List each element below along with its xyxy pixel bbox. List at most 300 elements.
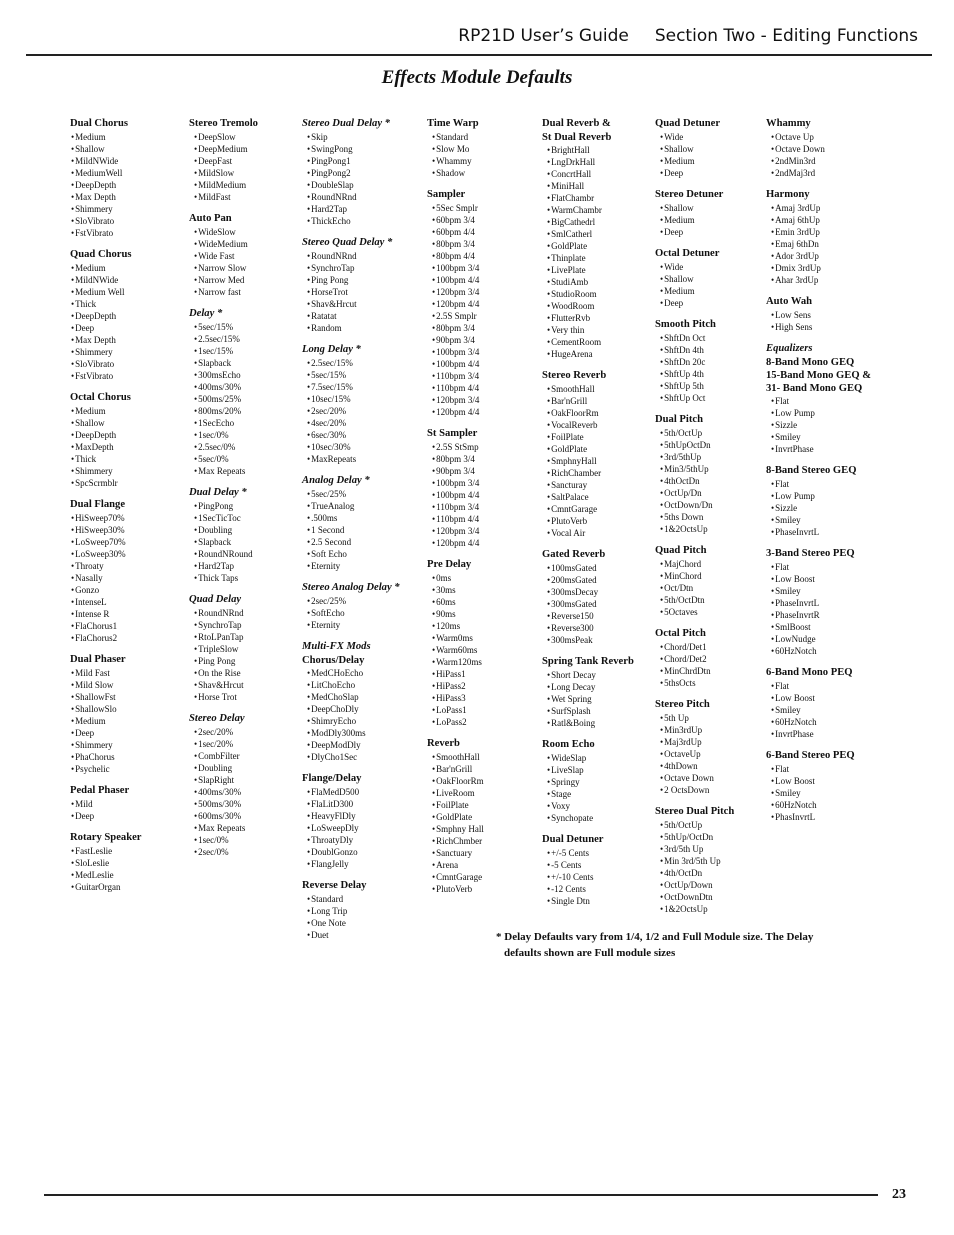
preset-item: • 120bpm 4/4 [427, 537, 545, 549]
preset-item: • Low Boost [766, 692, 884, 704]
preset-item: • 110bpm 4/4 [427, 382, 545, 394]
effect-group-title: Harmony [766, 189, 810, 200]
preset-item: • Ahar 3rdUp [766, 274, 884, 286]
effect-group [302, 581, 420, 631]
section-title: Section Two - Editing Functions [654, 26, 918, 46]
preset-item: • Ratatat [302, 310, 420, 322]
effect-group [302, 236, 420, 334]
preset-item: • LiveSlap [542, 764, 660, 776]
effect-group-title: Time Warp [427, 118, 479, 129]
preset-item: • 30ms [427, 584, 545, 596]
effect-group-title: Quad Delay [189, 594, 242, 605]
preset-item: • Emaj 6thDn [766, 238, 884, 250]
preset-item: • FlaChorus1 [70, 620, 188, 632]
preset-item: • 3rd/5th Up [655, 843, 773, 855]
preset-item: • 2.5sec/15% [302, 357, 420, 369]
preset-item: • CmntGarage [542, 503, 660, 515]
preset-item: • 600ms/30% [189, 810, 307, 822]
preset-item: • 200msGated [542, 574, 660, 586]
preset-item: • Sizzle [766, 419, 884, 431]
effect-group [655, 188, 773, 238]
preset-item: • HorseTrot [302, 286, 420, 298]
preset-item: • ConcrtHall [542, 168, 660, 180]
effect-group-title: 8-Band Stereo GEQ [766, 465, 857, 476]
preset-item: • Bar'nGrill [427, 763, 545, 775]
effect-group-title: Pre Delay [427, 559, 472, 570]
preset-item: • Mild Fast [70, 667, 188, 679]
preset-item: • Wet Spring [542, 693, 660, 705]
preset-item: • Narrow Slow [189, 262, 307, 274]
preset-item: • 5thsOcts [655, 677, 773, 689]
preset-item: • 5sec/25% [302, 488, 420, 500]
preset-item: • Gonzo [70, 584, 188, 596]
preset-item: • SmoothHall [542, 383, 660, 395]
preset-item: • Max Repeats [189, 465, 307, 477]
preset-item: • Shallow [655, 202, 773, 214]
preset-item: • Mild [70, 798, 188, 810]
effect-group-title: Rotary Speaker [70, 832, 142, 843]
preset-item: • Duet [302, 929, 420, 941]
preset-item: • 3rd/5thUp [655, 451, 773, 463]
preset-item: • OctUp/Down [655, 879, 773, 891]
preset-item: • OctDown/Dn [655, 499, 773, 511]
preset-item: • PlutoVerb [427, 883, 545, 895]
preset-item: • PhaseInvrtR [766, 609, 884, 621]
preset-item: • 2sec/25% [302, 595, 420, 607]
preset-item: • SurfSplash [542, 705, 660, 717]
effect-group [302, 474, 420, 572]
preset-item: • Thinplate [542, 252, 660, 264]
effect-group-title: Room Echo [542, 739, 595, 750]
preset-item: • 4thOctDn [655, 475, 773, 487]
preset-item: • RichChamber [542, 467, 660, 479]
preset-item: • Deep [655, 226, 773, 238]
preset-item: • RoundNRnd [189, 607, 307, 619]
preset-item: • SmlCatherl [542, 228, 660, 240]
preset-item: • Springy [542, 776, 660, 788]
effect-group-subtitle: 31- Band Mono GEQ [766, 383, 863, 394]
preset-item: • GoldPlate [427, 811, 545, 823]
preset-item: • Ador 3rdUp [766, 250, 884, 262]
effect-group-title: Spring Tank Reverb [542, 656, 634, 667]
preset-item: • PhaseInvrtL [766, 526, 884, 538]
preset-item: • HugeArena [542, 348, 660, 360]
preset-item: • 1&2OctsUp [655, 903, 773, 915]
preset-item: • MildNWide [70, 155, 188, 167]
effect-group [427, 188, 545, 418]
effect-group-title: Quad Chorus [70, 249, 132, 260]
preset-item: • Wide [655, 131, 773, 143]
preset-item: • LngDrkHall [542, 156, 660, 168]
footer-rule [44, 1194, 878, 1196]
preset-item: • 10sec/15% [302, 393, 420, 405]
preset-item: • FlangJelly [302, 858, 420, 870]
preset-item: • FlaLitD300 [302, 798, 420, 810]
preset-item: • Deep [70, 810, 188, 822]
effect-group-title: Quad Pitch [655, 545, 707, 556]
effect-group-title: Delay * [189, 308, 223, 319]
preset-item: • DoublGonzo [302, 846, 420, 858]
effect-group [302, 879, 420, 941]
preset-item: • 1sec/0% [189, 834, 307, 846]
effect-group-subtitle: 15-Band Mono GEQ & [766, 370, 872, 381]
preset-item: • Medium [655, 155, 773, 167]
preset-item: • 2.5sec/15% [189, 333, 307, 345]
preset-item: • 2 OctsDown [655, 784, 773, 796]
effect-group [655, 544, 773, 618]
preset-item: • GoldPlate [542, 443, 660, 455]
preset-item: • High Sens [766, 321, 884, 333]
preset-item: • Nasally [70, 572, 188, 584]
effect-group-title: Dual Chorus [70, 118, 128, 129]
preset-item: • 5th/OctUp [655, 819, 773, 831]
effect-group [766, 188, 884, 286]
effect-group-title: 6-Band Mono PEQ [766, 667, 853, 678]
preset-item: • MedLeslie [70, 869, 188, 881]
effect-group-title: Octal Detuner [655, 248, 720, 259]
effect-group-title: Stereo Analog Delay * [302, 582, 400, 593]
preset-item: • 120bpm 3/4 [427, 286, 545, 298]
preset-item: • 2sec/20% [189, 726, 307, 738]
preset-item: • Medium [655, 214, 773, 226]
preset-item: • .500ms [302, 512, 420, 524]
preset-item: • InvrtPhase [766, 728, 884, 740]
preset-item: • DlyCho1Sec [302, 751, 420, 763]
preset-item: • 2sec/20% [302, 405, 420, 417]
preset-item: • WoodRoom [542, 300, 660, 312]
preset-item: • DeepFast [189, 155, 307, 167]
effect-group-title: 3-Band Stereo PEQ [766, 548, 855, 559]
effect-group [766, 342, 884, 455]
preset-item: • 300msDecay [542, 586, 660, 598]
footnote [496, 929, 896, 961]
preset-item: • MinChrdDtn [655, 665, 773, 677]
preset-item: • 5ths Down [655, 511, 773, 523]
preset-item: • SmlBoost [766, 621, 884, 633]
preset-item: • ShallowFst [70, 691, 188, 703]
preset-item: • 100bpm 4/4 [427, 358, 545, 370]
preset-item: • 60ms [427, 596, 545, 608]
effect-group-title: Gated Reverb [542, 549, 606, 560]
preset-item: • Deep [655, 167, 773, 179]
preset-item: • Warm0ms [427, 632, 545, 644]
preset-item: • LoSweep30% [70, 548, 188, 560]
preset-item: • Octave Down [655, 772, 773, 784]
preset-item: • On the Rise [189, 667, 307, 679]
effect-group [427, 737, 545, 895]
preset-item: • 0ms [427, 572, 545, 584]
preset-item: • 90ms [427, 608, 545, 620]
preset-item: • 1 Second [302, 524, 420, 536]
preset-item: • ShftDn 4th [655, 344, 773, 356]
effect-group [542, 369, 660, 539]
preset-item: • 300msPeak [542, 634, 660, 646]
preset-item: • ShftUp Oct [655, 392, 773, 404]
preset-item: • Single Dtn [542, 895, 660, 907]
preset-item: • Shallow [655, 143, 773, 155]
preset-item: • 60HzNotch [766, 799, 884, 811]
effect-group-title: Stereo Delay [189, 713, 245, 724]
preset-item: • Reverse150 [542, 610, 660, 622]
preset-item: • FastLeslie [70, 845, 188, 857]
preset-item: • Doubling [189, 524, 307, 536]
preset-item: • FlutterRvb [542, 312, 660, 324]
preset-item: • BigCathedrl [542, 216, 660, 228]
effect-group [655, 318, 773, 404]
effect-group [302, 117, 420, 227]
preset-item: • 5th/OctDtn [655, 594, 773, 606]
preset-item: • Shallow [655, 273, 773, 285]
preset-item: • DeepDepth [70, 310, 188, 322]
preset-item: • Medium [655, 285, 773, 297]
preset-item: • StudioRoom [542, 288, 660, 300]
preset-item: • CombFilter [189, 750, 307, 762]
preset-item: • 1sec/20% [189, 738, 307, 750]
preset-item: • Narrow Med [189, 274, 307, 286]
page-header [0, 26, 918, 46]
preset-item: • 60HzNotch [766, 716, 884, 728]
preset-item: • Maj3rdUp [655, 736, 773, 748]
preset-item: • 4th/OctDn [655, 867, 773, 879]
preset-item: • Shav&Hrcut [302, 298, 420, 310]
effect-group-title: Sampler [427, 189, 466, 200]
preset-item: • FlatChambr [542, 192, 660, 204]
preset-item: • Sancturay [542, 479, 660, 491]
preset-item: • Narrow fast [189, 286, 307, 298]
effect-group [189, 712, 307, 858]
preset-item: • 1SecEcho [189, 417, 307, 429]
preset-item: • ShimryEcho [302, 715, 420, 727]
preset-item: • 2ndMin3rd [766, 155, 884, 167]
preset-item: • Smiley [766, 704, 884, 716]
preset-item: • RoundNRnd [302, 191, 420, 203]
preset-item: • 2ndMaj3rd [766, 167, 884, 179]
preset-item: • Soft Echo [302, 548, 420, 560]
preset-item: • Max Repeats [189, 822, 307, 834]
preset-item: • 5th/OctUp [655, 427, 773, 439]
effect-group [189, 307, 307, 477]
preset-item: • PhaseInvrtL [766, 597, 884, 609]
preset-item: • DeepChoDly [302, 703, 420, 715]
preset-item: • LoSweepDly [302, 822, 420, 834]
preset-item: • ThroatyDly [302, 834, 420, 846]
column-5 [542, 117, 660, 916]
preset-item: • 90bpm 3/4 [427, 465, 545, 477]
effect-group-title: Analog Delay * [302, 475, 370, 486]
preset-item: • 800ms/20% [189, 405, 307, 417]
preset-item: • Deep [655, 297, 773, 309]
preset-item: • Min 3rd/5th Up [655, 855, 773, 867]
column-4 [427, 117, 545, 904]
preset-item: • RtoLPanTap [189, 631, 307, 643]
preset-item: • SloVibrato [70, 358, 188, 370]
effect-group-title: Stereo Dual Delay * [302, 118, 390, 129]
preset-item: • Max Depth [70, 334, 188, 346]
preset-item: • SmoothHall [427, 751, 545, 763]
preset-item: • Amaj 3rdUp [766, 202, 884, 214]
preset-item: • PingPong1 [302, 155, 420, 167]
preset-item: • Medium [70, 131, 188, 143]
preset-item: • IntenseL [70, 596, 188, 608]
effect-group-title: Flange/Delay [302, 773, 362, 784]
preset-item: • Wide Fast [189, 250, 307, 262]
preset-item: • Smiley [766, 431, 884, 443]
preset-item: • 5thUpOctDn [655, 439, 773, 451]
preset-item: • Shimmery [70, 465, 188, 477]
effect-group [70, 831, 188, 893]
preset-item: • DeepDepth [70, 179, 188, 191]
preset-item: • Mild Slow [70, 679, 188, 691]
effect-group-title: Dual Phaser [70, 654, 126, 665]
preset-item: • Low Boost [766, 775, 884, 787]
preset-item: • SloVibrato [70, 215, 188, 227]
preset-item: • 80bpm 3/4 [427, 322, 545, 334]
effect-group-subtitle: 8-Band Mono GEQ [766, 357, 855, 368]
preset-item: • 100bpm 4/4 [427, 489, 545, 501]
preset-item: • WarmChambr [542, 204, 660, 216]
preset-item: • Ratl&Boing [542, 717, 660, 729]
page-number: 23 [892, 1187, 906, 1202]
preset-item: • InvrtPhase [766, 443, 884, 455]
preset-item: • 10sec/30% [302, 441, 420, 453]
preset-item: • 80bpm 4/4 [427, 250, 545, 262]
preset-item: • Amaj 6thUp [766, 214, 884, 226]
preset-item: • ShftDn 20c [655, 356, 773, 368]
effect-group [655, 698, 773, 796]
effect-group [766, 464, 884, 538]
effect-group-title: Pedal Phaser [70, 785, 130, 796]
guide-title: RP21D User’s Guide [458, 26, 629, 46]
preset-item: • Bar'nGrill [542, 395, 660, 407]
preset-item: • 110bpm 3/4 [427, 370, 545, 382]
preset-item: • 4sec/20% [302, 417, 420, 429]
effect-group-title: Reverse Delay [302, 880, 367, 891]
effect-group-title: Stereo Dual Pitch [655, 806, 735, 817]
preset-item: • MildFast [189, 191, 307, 203]
preset-item: • DeepMedium [189, 143, 307, 155]
effect-group-title: Dual Flange [70, 499, 126, 510]
preset-item: • Stage [542, 788, 660, 800]
preset-item: • Long Decay [542, 681, 660, 693]
effect-group [766, 295, 884, 333]
preset-item: • 5th Up [655, 712, 773, 724]
preset-item: • WideSlow [189, 226, 307, 238]
preset-item: • Low Pump [766, 407, 884, 419]
preset-item: • CementRoom [542, 336, 660, 348]
preset-item: • FstVibrato [70, 227, 188, 239]
preset-item: • DoubleSlap [302, 179, 420, 191]
preset-item: • Thick [70, 298, 188, 310]
preset-item: • TrueAnalog [302, 500, 420, 512]
preset-item: • Low Sens [766, 309, 884, 321]
effect-group-title: Long Delay * [302, 344, 361, 355]
column-2 [189, 117, 307, 867]
preset-item: • Medium [70, 262, 188, 274]
preset-item: • Shadow [427, 167, 545, 179]
preset-item: • Skip [302, 131, 420, 143]
preset-item: • 5Sec Smplr [427, 202, 545, 214]
effect-group [766, 547, 884, 657]
preset-item: • LoPass2 [427, 716, 545, 728]
preset-item: • 5Octaves [655, 606, 773, 618]
preset-item: • Emin 3rdUp [766, 226, 884, 238]
preset-item: • VocalReverb [542, 419, 660, 431]
preset-item: • 100bpm 3/4 [427, 477, 545, 489]
preset-item: • Shallow [70, 143, 188, 155]
effect-group [70, 117, 188, 239]
preset-item: • Smiley [766, 514, 884, 526]
preset-item: • TripleSlow [189, 643, 307, 655]
preset-item: • Intense R [70, 608, 188, 620]
preset-item: • 120bpm 4/4 [427, 406, 545, 418]
preset-item: • OctUp/Dn [655, 487, 773, 499]
preset-item: • Flat [766, 763, 884, 775]
preset-item: • DeepSlow [189, 131, 307, 143]
effect-group-subtitle: Chorus/Delay [302, 655, 365, 666]
effect-group [655, 627, 773, 689]
preset-item: • LowNudge [766, 633, 884, 645]
preset-item: • +/-5 Cents [542, 847, 660, 859]
preset-item: • CmntGarage [427, 871, 545, 883]
preset-item: • Arena [427, 859, 545, 871]
preset-item: • WideMedium [189, 238, 307, 250]
preset-item: • Flat [766, 561, 884, 573]
preset-item: • Flat [766, 395, 884, 407]
column-3 [302, 117, 420, 950]
effect-group-title: Smooth Pitch [655, 319, 716, 330]
preset-item: • WideSlap [542, 752, 660, 764]
preset-item: • Shimmery [70, 203, 188, 215]
column-1 [70, 117, 188, 902]
effect-group [427, 558, 545, 728]
effect-group [70, 248, 188, 382]
effect-group [302, 343, 420, 465]
effect-group [655, 805, 773, 915]
preset-item: • 2.5S StSmp [427, 441, 545, 453]
preset-item: • MildMedium [189, 179, 307, 191]
preset-item: • LoSweep70% [70, 536, 188, 548]
preset-item: • LiveRoom [427, 787, 545, 799]
preset-item: • SmphnyHall [542, 455, 660, 467]
preset-item: • FlaChorus2 [70, 632, 188, 644]
preset-item: • Psychelic [70, 763, 188, 775]
effect-group [655, 413, 773, 535]
preset-item: • 60HzNotch [766, 645, 884, 657]
preset-item: • Medium [70, 715, 188, 727]
preset-item: • DeepDepth [70, 429, 188, 441]
effect-group [189, 486, 307, 584]
preset-item: • 500ms/25% [189, 393, 307, 405]
preset-item: • 1SecTicToc [189, 512, 307, 524]
effect-group-title: St Sampler [427, 428, 478, 439]
effect-group [766, 117, 884, 179]
effect-group [655, 247, 773, 309]
preset-item: • 100bpm 4/4 [427, 274, 545, 286]
preset-item: • MajChord [655, 558, 773, 570]
effect-group [189, 117, 307, 203]
effect-group-title: 6-Band Stereo PEQ [766, 750, 855, 761]
effect-group [542, 655, 660, 729]
effect-group-subtitle: St Dual Reverb [542, 132, 612, 143]
preset-item: • Vocal Air [542, 527, 660, 539]
footnote-line-2: defaults shown are Full module sizes [504, 947, 676, 959]
effect-group-title: Quad Detuner [655, 118, 721, 129]
preset-item: • RoundNRnd [302, 250, 420, 262]
effect-group [302, 640, 420, 763]
preset-item: • Low Boost [766, 573, 884, 585]
preset-item: • Sizzle [766, 502, 884, 514]
preset-item: • MaxDepth [70, 441, 188, 453]
